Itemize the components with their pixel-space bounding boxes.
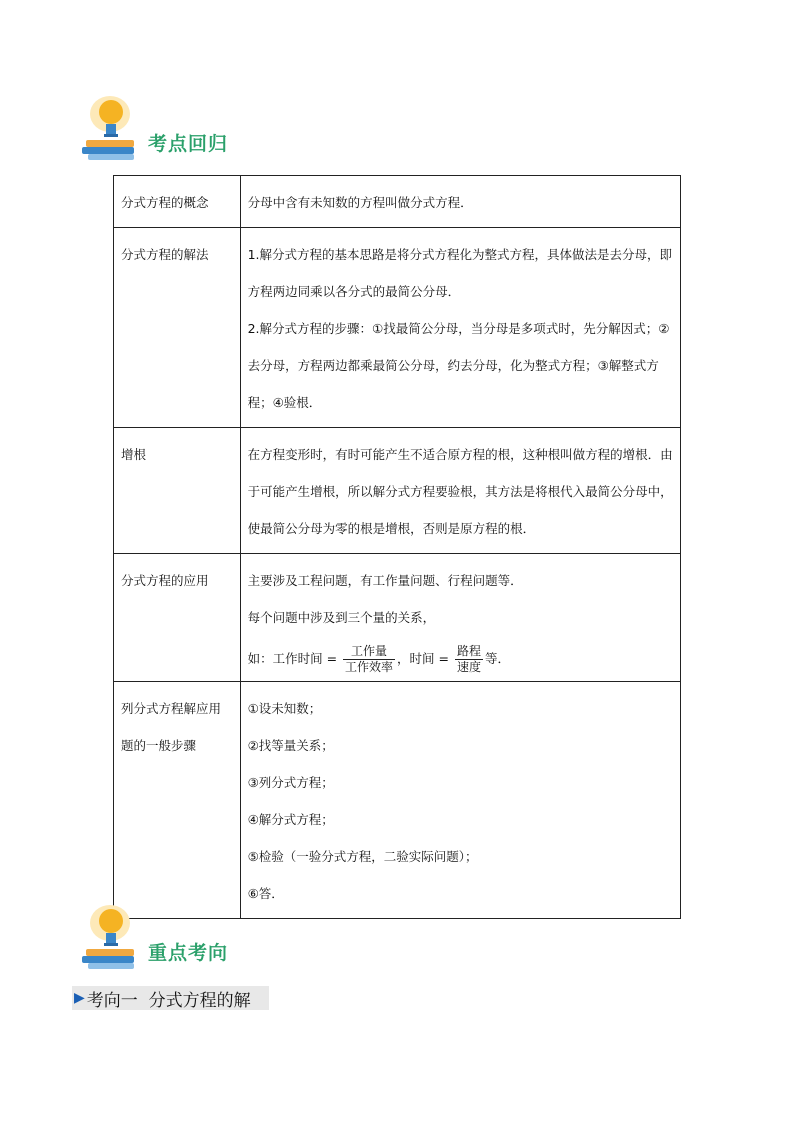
fraction-denominator: 速度 (456, 660, 481, 674)
formula-suffix: 等． (485, 651, 511, 666)
row-content (240, 682, 680, 919)
formula-line (248, 644, 673, 675)
table-row (114, 428, 681, 554)
lightbulb-books-icon (78, 96, 142, 162)
row-text: 每个问题中涉及到三个量的关系， (247, 610, 436, 625)
row-text: 2.解分式方程的步骤：①找最简公分母，当分母是多项式时，先分解因式；②去分母，方程两边都乘最简公分母，约去分母，化为整式方程；③解整式方程；④验根． (247, 321, 670, 410)
row-label: 分式方程的解法 (114, 228, 241, 428)
step-item: ⑥答． (247, 886, 284, 901)
fraction-denominator: 工作效率 (345, 660, 394, 674)
lightbulb-books-icon (78, 905, 142, 971)
direction-title: 考向一 分式方程的解 (86, 990, 251, 1011)
knowledge-table (113, 175, 681, 919)
row-text: 1.解分式方程的基本思路是将分式方程化为整式方程，具体做法是去分母，即方程两边同乘以各分式的最简公分母． (247, 247, 673, 299)
table-row (114, 176, 681, 228)
section-header-focus (78, 905, 228, 971)
step-item: ②找等量关系； (247, 738, 334, 753)
row-content (240, 554, 680, 682)
table-row (114, 228, 681, 428)
fraction-numerator: 工作量 (343, 644, 395, 660)
row-label: 分式方程的概念 (114, 176, 241, 228)
fraction-numerator: 路程 (456, 644, 481, 658)
row-content (240, 176, 680, 228)
row-text: 主要涉及工程问题，有工作量问题、行程问题等． (247, 573, 523, 588)
section-title: 考点回归 (148, 133, 229, 155)
fraction-time (455, 644, 483, 675)
section-title: 重点考向 (148, 942, 229, 964)
row-content (240, 228, 680, 428)
formula-middle: ，时间 = (397, 651, 449, 666)
formula-prefix: 如：工作时间 = (247, 651, 338, 666)
fraction-work-time (343, 644, 395, 675)
step-item: ⑤检验（一验分式方程，二验实际问题）； (247, 849, 478, 864)
row-text: 在方程变形时，有时可能产生不适合原方程的根，这种根叫做方程的增根．由于可能产生增根，所以解分式方程要验根，其方法是将根代入最简公分母中，使最简公分母为零的根是增根，否则是原方程的根． (247, 447, 673, 536)
section-header-review (78, 96, 228, 162)
row-content (240, 428, 680, 554)
row-label: 分式方程的应用 (114, 554, 241, 682)
row-label: 增根 (114, 428, 241, 554)
table-row (114, 682, 681, 919)
row-text: 分母中含有未知数的方程叫做分式方程． (247, 195, 473, 210)
step-item: ④解分式方程； (247, 812, 334, 827)
table-row (114, 554, 681, 682)
direction-heading (72, 986, 269, 1010)
step-item: ①设未知数； (247, 701, 322, 716)
triangle-right-icon: ▶ (74, 990, 85, 1006)
step-item: ③列分式方程； (247, 775, 334, 790)
row-label: 列分式方程解应用题的一般步骤 (114, 682, 241, 919)
